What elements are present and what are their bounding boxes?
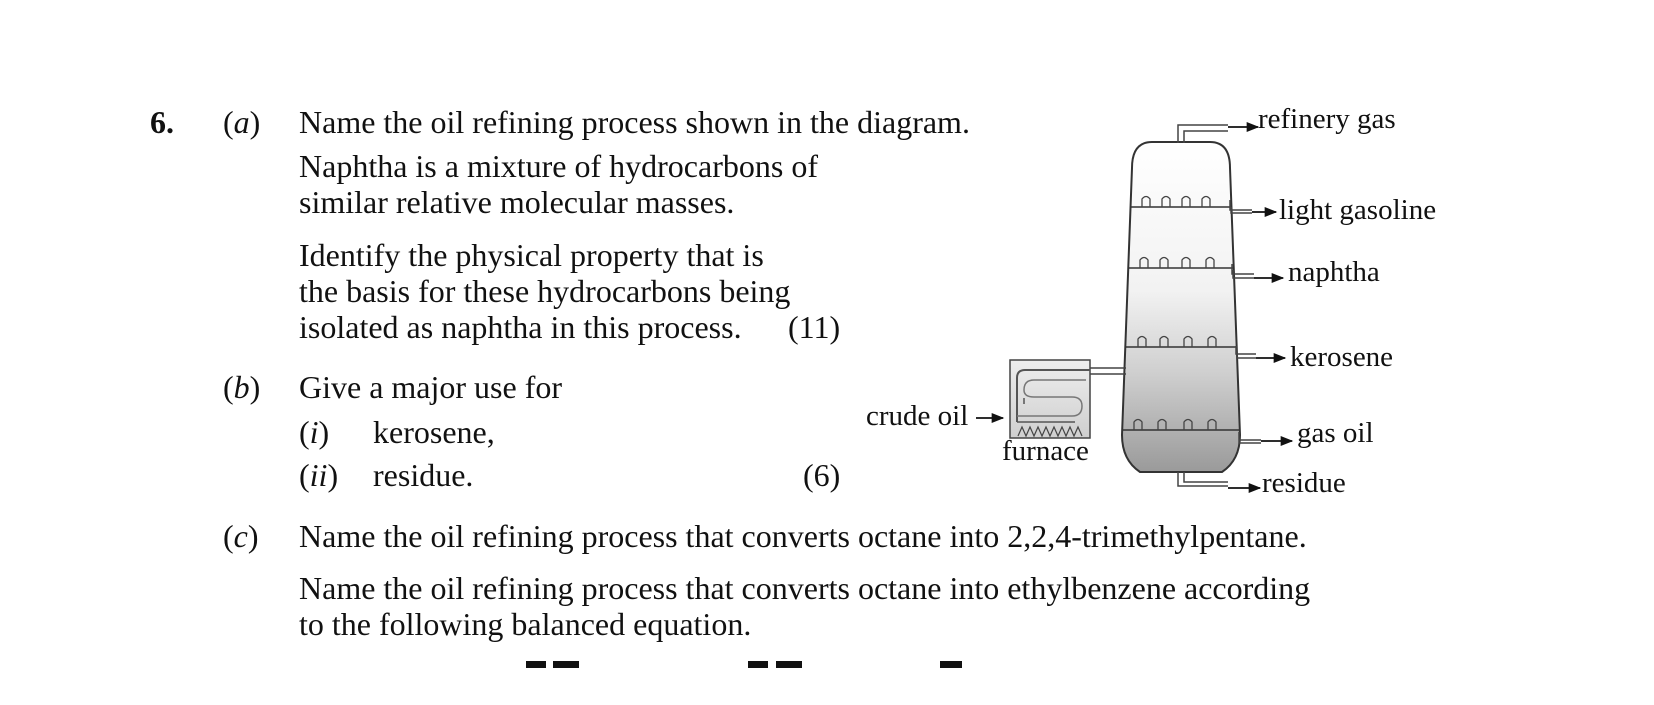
- fractionating-column: [1122, 142, 1240, 472]
- label-crude-oil: crude oil: [866, 400, 969, 432]
- part-c-line-3: to the following balanced equation.: [299, 606, 752, 642]
- question-number: 6.: [150, 104, 174, 140]
- part-b-marks: (6): [803, 457, 841, 493]
- label-furnace: furnace: [1002, 435, 1089, 467]
- part-b-sub-i-label: (i): [299, 414, 330, 450]
- label-kerosene: kerosene: [1290, 341, 1394, 373]
- part-a-line-3: similar relative molecular masses.: [299, 184, 735, 220]
- part-a-line-4: Identify the physical property that is: [299, 237, 764, 273]
- label-light-gasoline: light gasoline: [1279, 194, 1437, 226]
- part-c-line-2: Name the oil refining process that converts octane into ethylbenzene according: [299, 570, 1311, 606]
- label-naphtha: naphtha: [1288, 256, 1380, 288]
- part-a-marks: (11): [788, 309, 841, 345]
- part-a-line-5: the basis for these hydrocarbons being: [299, 273, 791, 309]
- part-c-line-1: Name the oil refining process that converts octane into 2,2,4-trimethylpentane.: [299, 518, 1307, 554]
- part-a-line-1: Name the oil refining process shown in the diagram.: [299, 104, 970, 140]
- part-b-sub-i-text: kerosene,: [373, 414, 495, 450]
- part-b-line-1: Give a major use for: [299, 369, 563, 405]
- part-b-sub-ii-text: residue.: [373, 457, 474, 493]
- label-gas-oil: gas oil: [1297, 417, 1374, 449]
- part-c-label: (c): [223, 518, 259, 554]
- label-residue: residue: [1262, 467, 1346, 499]
- part-b-label: (b): [223, 369, 261, 405]
- part-a-line-2: Naphtha is a mixture of hydrocarbons of: [299, 148, 818, 184]
- part-a-line-6: isolated as naphtha in this process.: [299, 309, 742, 345]
- part-a-label: (a): [223, 104, 261, 140]
- label-refinery-gas: refinery gas: [1258, 103, 1396, 135]
- part-b-sub-ii-label: (ii): [299, 457, 339, 493]
